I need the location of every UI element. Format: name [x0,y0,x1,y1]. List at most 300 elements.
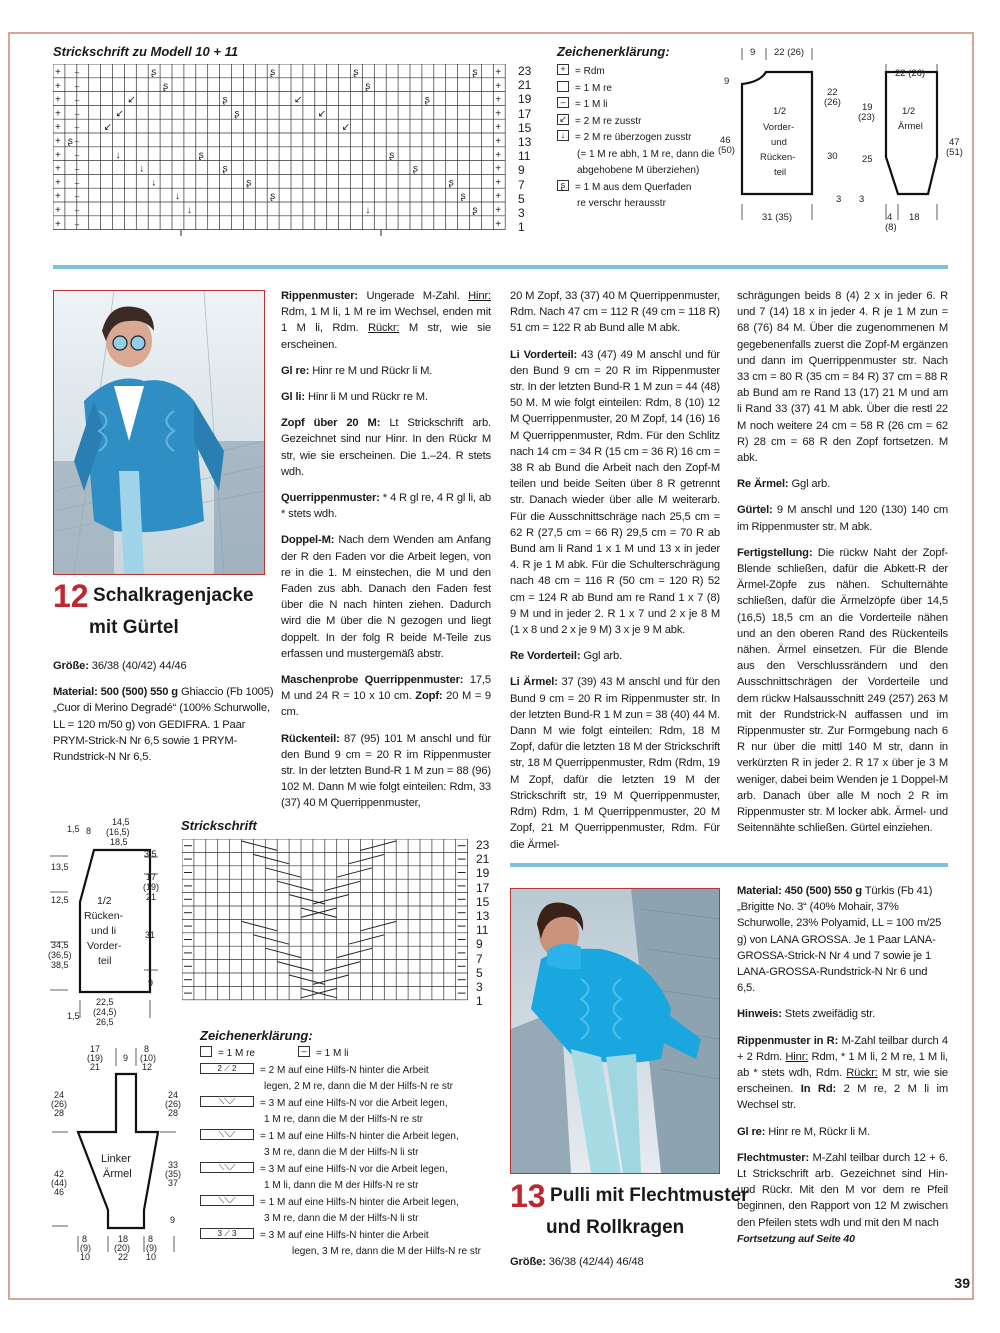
dim-label: (23) [858,112,875,123]
svg-text:+: + [495,205,502,216]
svg-text:+: + [55,149,61,161]
svg-text:+: + [495,122,502,134]
svg-text:+: + [55,177,61,189]
dim-label: 42 [54,1169,65,1179]
legend-item: = 1 M re [218,1048,255,1059]
svg-text:+: + [55,218,61,230]
dim-label: (19) [143,882,160,892]
svg-text:+: + [55,108,61,120]
row-number: 11 [476,923,489,938]
dim-label: 4 [887,212,893,223]
svg-text:↙: ↙ [115,108,124,120]
svg-text:+: + [495,80,502,92]
row-number: 7 [476,951,483,966]
svg-text:ʂ: ʂ [365,80,371,92]
dim-label: 47 [949,137,960,148]
dim-label: (26) [824,97,841,108]
model-number: 12 [53,578,89,614]
page-number: 39 [954,1275,970,1291]
svg-text:+: + [55,80,61,92]
legend-item: abgehobene M überziehen) [577,165,700,176]
svg-text:ʂ: ʂ [270,191,276,203]
rueckr-label: Rückr: [846,1067,878,1080]
knit-stitch-icon [557,81,569,92]
purl-stitch-icon: – [557,97,569,108]
svg-text:+: + [55,122,61,134]
legend-item: = 1 M re [575,82,612,94]
size-label: Größe: [53,660,89,672]
text: Lt Strickschrift arb. Gezeichnet sind nur Hinr. In den Rückr M str, wie sie erscheinen. Die 1.–24. R stets wdh. [281,417,491,478]
dim-label: 8 [148,1234,154,1244]
dim-label: 1,5 [67,1011,80,1021]
text: Die rückw Naht der Zopf-Blende schließen, dafür die Abkett-R der Ärmel-Zöpfe zus nähen. Schulternähte schließen, dafür die Ärmelzöpfe über 14,5 (16,5) 18,5 cm an die Vorderteile nähen und an den oberen Rand des Rückenteils nähen. Ärmel einsetzen. Für die Blende aus den Verschlussrändern und den Ausschnittschrägen der Vorderteile und dem rückw Halsausschnitt 249 (257) 263 M mit der Rundstrick-N auffassen und im Rippenmuster str. Zur Formgebung nach 6 R nur über die mittl 140 M str, dann in verkürzten R in jeder 2. R 17 x über je 3 M weniger, dabei beim Wenden je 1 Doppel-M arb. Danach über alle M noch 2 R im Rippenmuster str. M locker abk. Ärmel- und Seitennähte schließen. Gürtel einziehen. [737,546,948,835]
svg-text:ʂ: ʂ [198,149,204,161]
svg-text:+: + [55,163,61,175]
row-number: 21 [476,852,490,867]
text: * 4 R gl re, 4 R gl li, ab * stets wdh. [281,492,491,521]
dim-label: 17 [90,1044,101,1054]
cable-cross-icon: 3 ⟋ 3 [200,1228,254,1239]
dim-label: 8 [82,1234,88,1244]
dim-label: 28 [168,1108,179,1118]
svg-text:ʂ: ʂ [353,67,359,78]
mid-legend-title: Zeichenerklärung: [200,1028,313,1043]
dim-label: (16,5) [106,827,130,837]
text: M str, wie sie erscheinen. [281,322,491,351]
dim-label: 22,5 [96,997,114,1007]
legend-item: = 2 M re überzogen zusstr [575,132,692,143]
dim-label: 9 [170,1215,176,1225]
text: Hinr li M und Rückr re M. [307,391,428,404]
dim-label: 14,5 [112,817,130,827]
part-label: Vorder- [87,940,122,952]
svg-text:↓: ↓ [365,205,371,216]
dim-label: (8) [885,222,897,233]
text: Rdm, 1 M li, 1 M re im Wechsel, enden mit 1 M li, Rdm. [281,306,491,335]
part-label: teil [774,167,787,178]
cable-cross-icon: ⟍⟍⟋ [200,1162,254,1173]
legend-item [200,1063,500,1080]
model12-intro [53,658,275,775]
hinr-label: Hinr: [785,1050,809,1063]
svg-text:+: + [495,67,502,78]
dim-label: 9 [148,978,154,988]
dim-label: 22 (26) [895,68,926,79]
text: 9 M anschl und 120 (130) 140 cm im Rippenmuster str. M abk. [737,504,948,533]
size-label: Größe: [510,1256,546,1268]
cable-cross-icon: ⟍⟍⟋ [200,1129,254,1140]
row-number: 3 [476,980,483,994]
svg-text:ʂ: ʂ [163,80,169,92]
dim-label: 10 [146,1252,157,1262]
fertig-label: Fertigstellung: [737,546,813,559]
row-number: 15 [518,120,532,135]
legend-item: (= 1 M re abh, 1 M re, dann die [577,148,715,160]
dim-label: 13,5 [51,862,69,872]
liaermel-label: Li Ärmel: [510,676,558,689]
part-label: und li [91,925,117,937]
quer-label: Querrippenmuster: [281,492,380,505]
part-label: Linker [101,1153,131,1165]
text: schrägungen beids 8 (4) 2 x in jeder 6. R und 7 (14) 18 x in jeder 4. R je 1 M zun = 68 (76) 84 M. Über die zugenommenen M gegebenenfalls zuerst die Zopf-M ergänzen und dann im Querrippenmuster str. Nach 33 cm = 80 R (35 cm = 84 R) 37 cm = 88 R ab Bund am re Rand 13 (17) 21 M und am li Rand 33 (37) 41 M abk. Über die restl 22 M noch weitere 24 cm = 58 R (26 cm = 62 R) 28 cm = 68 R den Zopf fortsetzen. M abk. [737,290,948,465]
dim-label: (26) [165,1099,182,1109]
row-number: 19 [476,866,490,881]
svg-text:–: – [74,178,80,188]
legend-text: = 3 M auf eine Hilfs-N hinter die Arbeit [260,1229,429,1241]
dim-label: 24 [54,1090,65,1100]
model-subtitle: mit Gürtel [89,617,179,638]
mid-chart-grid [182,839,472,1011]
dim-label: 22 [118,1252,129,1262]
svg-text:↓: ↓ [115,149,121,161]
dim-label: 21 [146,892,157,902]
dim-label: (9) [146,1243,157,1253]
svg-text:ʂ: ʂ [234,108,240,120]
svg-text:ʂ: ʂ [448,177,454,189]
legend-item [200,1195,500,1212]
model12-sleeve-schema [48,1040,188,1270]
part-label: Rücken- [760,152,796,163]
svg-text:↓: ↓ [175,191,180,203]
svg-text:ʂ: ʂ [222,163,228,175]
dim-label: (9) [80,1243,91,1253]
svg-text:+: + [55,67,61,78]
dim-label: 38,5 [51,960,69,970]
top-schema [712,42,972,242]
text: Stets zweifädig str. [784,1008,876,1021]
row-number: 15 [476,894,490,909]
dim-label: 21 [90,1062,101,1072]
model-title: Pulli mit Flechtmuster [550,1185,749,1206]
purl-stitch-icon: – [298,1046,310,1057]
text: Nach dem Wenden am Anfang der R den Faden vor die Arbeit legen, von re in die 1. M einstechen, die M und den Faden zus abh. Danach den Faden fest über die N nach hinten ziehen. Dadurch wird die M über die N gezogen und liegt doppelt. In der folg R beide M-Teile zus erfassen und mustergemäß abstr. [281,534,491,660]
dim-label: (19) [87,1053,104,1063]
row-number: 17 [518,106,532,121]
dim-label: 18 [118,1234,129,1244]
legend-text: 1 M re, dann die M der Hilfs-N re str [264,1114,423,1125]
part-label: 1/2 [97,895,112,907]
row-number: 5 [518,191,525,206]
dim-label: (20) [114,1243,131,1253]
material-label: Material: 450 (500) 550 g [737,885,862,897]
model12-photo-illustration [54,291,264,574]
dim-label: 18 [909,212,920,223]
text: M-Zahl teilbar durch 4 + 2 Rdm. [737,1034,948,1063]
dim-label: 19 [862,102,873,113]
dim-label: 9 [123,1053,129,1063]
top-legend [557,64,717,213]
continuation-note: Fortsetzung auf Seite 40 [737,1232,855,1245]
dim-label: 8 [86,826,92,836]
rueckr-label: Rückr: [367,322,400,335]
model13-photo-illustration [511,889,719,1173]
svg-text:–: – [74,81,80,91]
top-chart-grid [53,64,513,236]
legend-item [200,1162,500,1179]
dim-label: 34,5 [51,940,69,950]
model12-column-3 [510,288,720,863]
section-divider [53,265,948,269]
knit-stitch-icon [200,1046,212,1057]
hinr-label: Hinr: [468,290,491,302]
svg-text:↙: ↙ [294,94,303,106]
svg-text:ʂ: ʂ [472,67,478,78]
dim-label: 26,5 [96,1017,114,1027]
svg-text:↙: ↙ [341,122,350,134]
svg-text:↓: ↓ [139,163,145,175]
dim-label: 46 [720,135,731,146]
legend-text: = 1 M auf eine Hilfs-N hinter die Arbeit legen, [260,1196,459,1208]
revt-label: Re Vorderteil: [510,650,581,663]
dim-label: 46 [54,1187,65,1197]
row-number: 1 [476,994,483,1009]
flecht-label: Flechtmuster: [737,1151,810,1164]
legend-text: legen, 3 M re, dann die M der Hilfs-N re str [292,1246,481,1257]
ruecken-label: Rückenteil: [281,732,340,745]
row-number: 1 [518,220,525,235]
svg-text:ʂ: ʂ [222,94,228,106]
svg-text:↓: ↓ [186,205,192,216]
svg-text:+: + [495,218,502,230]
model12-title [53,580,273,640]
row-number: 9 [518,163,525,178]
mid-chart-title: Strickschrift [181,818,257,833]
svg-text:–: – [74,192,80,202]
legend-text: = 3 M auf eine Hilfs-N vor die Arbeit legen, [260,1097,448,1109]
dim-label: 22 (26) [774,47,805,58]
edge-stitch-icon: + [557,64,569,75]
model12-photo [53,290,265,575]
dim-label: 33 [168,1160,179,1170]
svg-text:–: – [74,219,80,229]
text: 20 M Zopf, 33 (37) 40 M Querrippenmuster, Rdm. Nach 47 cm = 112 R (49 cm = 118 R) 51 cm = 122 R ab Bund alle M abk. [510,290,720,335]
guertel-label: Gürtel: [737,504,773,517]
row-number: 17 [476,880,490,895]
part-label: und [771,137,787,148]
legend-item: = 1 M li [316,1048,349,1059]
text: Rdm, * 1 M li, 2 M re, 1 M li, ab * stets wdh, Rdm. [737,1050,948,1080]
row-number: 7 [518,177,525,192]
legend-item [200,1228,500,1245]
svg-text:–: – [74,150,80,160]
dim-label: (50) [718,145,735,156]
svg-text:–: – [74,109,80,119]
dim-label: 28 [54,1108,65,1118]
section-divider [510,863,948,867]
row-number: 21 [518,78,532,93]
mid-legend [200,1046,500,1261]
legend-text: legen, 2 M re, dann die M der Hilfs-N re str [264,1081,453,1092]
model13-photo [510,888,720,1174]
part-label: Ärmel [103,1168,132,1180]
legend-text: 1 M li, dann die M der Hilfs-N re str [264,1180,419,1191]
row-number: 19 [518,92,532,107]
glre-label: Gl re: [281,364,310,377]
svg-text:↙: ↙ [317,108,327,120]
skp-icon: ↓ [557,130,569,141]
svg-text:ʂ: ʂ [424,94,430,106]
glre-label: Gl re: [737,1125,766,1138]
dim-label: 12 [142,1062,153,1072]
svg-text:ʂ: ʂ [460,191,466,203]
svg-text:–: – [74,164,80,174]
text: 17,5 M und 24 R = 10 x 10 cm. [281,674,491,703]
dim-label: 3 [836,194,842,205]
model13-title [510,1180,750,1240]
dim-label: 9 [724,76,730,87]
dim-label: 3,5 [144,849,157,859]
svg-text:ʂ: ʂ [67,136,73,147]
text: 37 (39) 43 M anschl und für den Bund 9 cm = 20 R im Rippenmuster str. In der letzten Bund-R 1 M zun = 38 (40) 44 M. Dann M wie folgt einteilen: Rdm, 18 M Zopf, dafür die letzten 18 M der Strickschrift str, 18 M Querrippenmuster, Rdm (Rdm, 19 M Zopf, dafür die letzten 19 M der Strickschrift str, 19 M Querrippenmuster, Rdm) Rdm, 1 M Querrippenmuster, 20 M Zopf, 21 M Querrippenmuster, Rdm. Für die Ärmel- [510,676,721,851]
dim-label: (36,5) [48,950,72,960]
material-text: Ghiaccio (Fb 1005) „Cuor di Merino Degradé“ (100% Schurwolle, LL = 120 m/50 g) von GEDIFRA. 1 Paar PRYM-Strick-N Nr 6,5 sowie 1 PRYM-Rundstrick-N Nr 6,5. [53,686,274,764]
svg-text:↙: ↙ [103,122,112,134]
legend-text: = 1 M auf eine Hilfs-N hinter die Arbeit legen, [260,1130,459,1142]
legend-text: 3 M re, dann die M der Hilfs-N li str [264,1213,419,1224]
dim-label: 3 [859,194,865,205]
legend-text: 3 M re, dann die M der Hilfs-N li str [264,1147,419,1158]
svg-text:↙: ↙ [127,94,136,106]
dim-label: 9 [750,47,756,58]
svg-text:ʂ: ʂ [270,67,276,78]
part-label: teil [98,955,112,967]
dim-label: 31 [145,930,156,940]
material-text: Türkis (Fb 41) „Brigitte No. 3“ (40% Mohair, 37% Schurwolle, 23% Polyamid, LL = 100 m/25 g) von LANA GROSSA. Je 1 Paar LANA-GROSSA-Strick-N Nr 4 und 7 sowie je 1 LANA-GROSSA-Rundstrick-N Nr 6 und 6,5. [737,885,942,995]
dim-label: 31 (35) [762,212,793,223]
svg-text:+: + [55,191,61,203]
top-chart-title: Strickschrift zu Modell 10 + 11 [53,44,239,59]
svg-text:ʂ: ʂ [151,67,157,78]
cable-cross-icon: 2 ⟋ 2 [200,1063,254,1074]
row-number: 13 [476,909,490,923]
material-label: Material: 500 (500) 550 g [53,686,178,699]
dim-label: (51) [946,147,963,158]
dim-label: (35) [165,1169,182,1179]
svg-text:+: + [495,149,502,161]
svg-text:+: + [55,205,61,216]
dim-label: 1,5 [67,824,80,834]
m1-icon: ʂ [557,180,569,191]
top-legend-title: Zeichenerklärung: [557,44,670,59]
model-number: 13 [510,1178,546,1214]
row-number: 11 [518,149,531,164]
row-number: 9 [476,937,483,952]
text: Hinr re M, Rückr li M. [768,1125,871,1138]
size-value: 36/38 (40/42) 44/46 [91,660,187,672]
model-subtitle: und Rollkragen [546,1217,685,1238]
probe-zopf-label: Zopf: [415,690,443,703]
legend-item: = 1 M aus dem Querfaden [575,181,692,193]
dim-label: 8 [144,1044,150,1054]
svg-text:–: – [74,68,80,77]
dim-label: 17 [146,872,157,882]
model-title: Schalkragenjacke [93,585,254,606]
svg-text:+: + [495,163,502,175]
svg-text:–: – [74,95,80,105]
svg-text:+: + [495,94,502,106]
dim-label: 30 [827,151,838,162]
dim-label: (24,5) [93,1007,117,1017]
dim-label: 18,5 [110,837,128,847]
svg-text:ʂ: ʂ [413,163,418,175]
row-number: 23 [518,64,532,78]
dim-label: (44) [51,1178,68,1188]
legend-text: = 3 M auf eine Hilfs-N vor die Arbeit legen, [260,1163,448,1175]
text: 20 M = 9 cm. [281,690,491,719]
text: Ungerade M-Zahl. [366,290,460,302]
dim-label: (10) [140,1053,157,1063]
text: Ggl arb. [791,478,831,491]
svg-text:–: – [74,206,80,215]
svg-text:+: + [55,94,61,106]
row-number: 3 [518,206,525,220]
text: 87 (95) 101 M anschl und für den Bund 9 cm = 20 R im Rippenmuster str. In der letzten Bund-R 1 M zun = 88 (96) 102 M. Dann M wie folgt einteilen: Rdm, 33 (37) 40 M Querrippenmuster, [281,732,491,810]
dim-label: 22 [827,87,838,98]
svg-text:+: + [495,177,502,189]
text: 43 (47) 49 M anschl und für den Bund 9 cm = 20 R im Rippenmuster str. In der letzten Bund-R 1 M zun = 44 (48) 50 M. M wie folgt einteilen: Rdm, 8 (10) 12 M Querrippenmuster, 20 M Zopf, 14 (16) 16 M Querrippenmuster, Rdm. Für den Schlitz nach 14 cm = 34 R (15 cm = 36 R) 16 cm = 38 R ab Bund die Arbeit nach den Zopf-M teilen und beide Seiten über 8 R getrennt str. Danach wieder über alle M weiterarb. Für die Ausschnittschräge nach 25,5 cm = 62 R (27,5 cm = 66 R) 29,5 cm = 70 R ab Bund am li Rand 1 x 1 M und 13 x in jeder 4. R je 1 M abk. Für die Schulterschrägung nach 48 cm = 116 R (50 cm = 120 R) 52 cm = 124 R ab Bund am re Rand 1 x 7 (8) 9 M und in jeder 2. R 1 x 7 und 2 x je 8 M (1 x 8 und 2 x je 9 M) 3 x je 9 M abk. [510,348,720,637]
svg-text:ʂ: ʂ [472,205,478,216]
legend-item: re verschr herausstr [577,198,666,209]
rippen-label: Rippenmuster in R: [737,1034,839,1047]
legend-item: = 1 M li [575,99,608,110]
dim-label: 25 [862,154,873,165]
k2tog-icon: ↙ [557,114,569,125]
dim-label: 10 [80,1252,91,1262]
model13-column [737,883,948,1247]
row-number: 13 [518,135,532,149]
svg-text:+: + [495,108,502,120]
legend-item [200,1096,500,1113]
dim-label: (26) [51,1099,68,1109]
dim-label: 12,5 [51,895,69,905]
part-label: Ärmel [898,121,923,132]
reaermel-label: Re Ärmel: [737,478,789,491]
svg-text:+: + [495,136,502,147]
part-label: Rücken- [84,910,124,922]
size-value: 36/38 (42/44) 46/48 [548,1256,644,1268]
row-number: 5 [476,965,483,980]
model12-column-2 [281,288,491,822]
text: Ggl arb. [583,650,623,663]
text: 2 M re, 2 M li im Wechsel str. [737,1083,949,1112]
rd-label: In Rd: [800,1083,837,1096]
svg-text:ʂ: ʂ [246,177,252,189]
glli-label: Gl li: [281,391,305,404]
svg-text:ʂ: ʂ [389,149,395,161]
hinweis-label: Hinweis: [737,1008,782,1021]
legend-item [200,1129,500,1146]
text: Hinr re M und Rückr li M. [312,364,433,377]
dim-label: 37 [168,1178,179,1188]
legend-text: = 2 M auf eine Hilfs-N hinter die Arbeit [260,1064,429,1076]
zopf-label: Zopf über 20 M: [281,417,381,430]
rippen-label: Rippenmuster: [281,290,358,302]
row-number: 23 [476,838,490,852]
part-label: Vorder- [763,122,795,133]
text: M-Zahl teilbar durch 12 + 6. Lt Strickschrift arb. Gezeichnet sind Hin- und Rückr. Mit den M vor dem re Pfeil beginnen, den Rapport von 12 M zwischen den Pfeilen stets wdh und mit den M nach [737,1151,948,1229]
model12-body-schema [48,812,183,1030]
cable-cross-icon: ⟍⟍⟋ [200,1096,254,1107]
doppel-label: Doppel-M: [281,534,335,547]
cable-cross-icon: ⟍⟍⟋ [200,1195,254,1206]
legend-item: = 2 M re zusstr [575,115,642,127]
model13-size [510,1254,720,1280]
probe-label: Maschenprobe Querrippenmuster: [281,674,464,687]
dim-label: 24 [168,1090,179,1100]
svg-text:–: – [74,123,80,133]
text: M str, wie sie erscheinen. [737,1067,948,1096]
svg-text:↓: ↓ [151,177,157,189]
